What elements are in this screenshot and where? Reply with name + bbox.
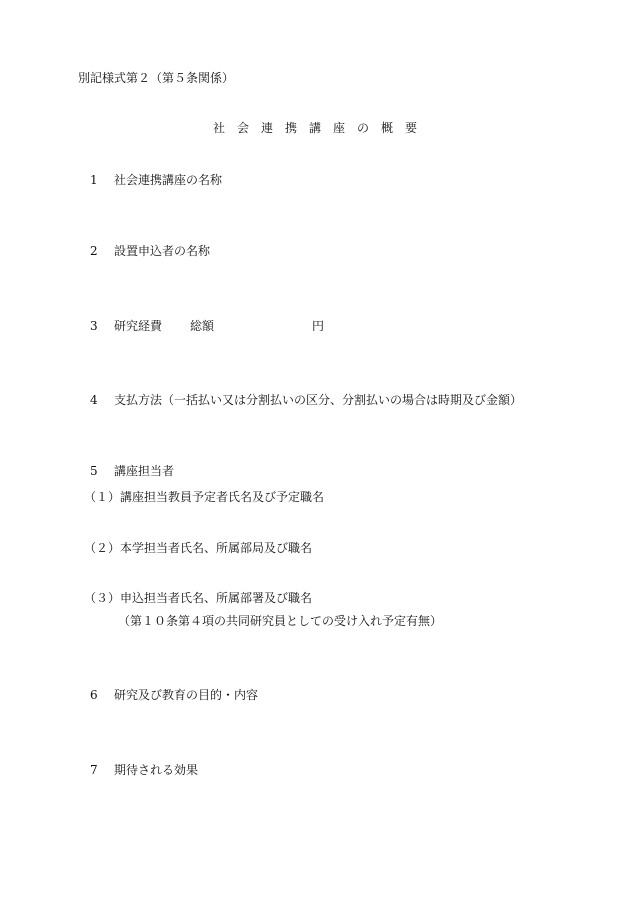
subsection-3-note: （第１０条第４項の共同研究員としての受け入れ予定有無） [118,614,443,628]
section-1 [90,172,222,188]
subsection-3: （３）申込担当者氏名、所属部署及び職名 [84,591,313,605]
section-4 [90,392,522,408]
yen-unit: 円 [312,319,325,333]
section-label: 期待される効果 [114,763,199,777]
section-label: 研究経費 [114,319,163,333]
document-title: 社会連携講座の概要 [212,121,429,135]
section-number: 4 [90,393,98,407]
section-label: 講座担当者 [114,464,175,478]
form-label: 別記様式第２（第５条関係） [78,71,235,85]
section-3 [90,318,324,334]
subsection-1: （１）講座担当教員予定者氏名及び予定職名 [84,490,325,504]
subsection-2: （２）本学担当者氏名、所属部局及び職名 [84,541,313,555]
section-number: 1 [90,173,98,187]
section-label: 設置申込者の名称 [114,244,211,258]
section-number: 7 [90,763,98,777]
budget-total-label: 総額 [190,319,215,333]
section-number: 6 [90,688,98,702]
section-number: 2 [90,244,98,258]
section-label: 支払方法（一括払い又は分割払いの区分、分割払いの場合は時期及び金額） [114,393,523,407]
section-2 [90,243,210,259]
section-6 [90,687,258,703]
section-7 [90,762,198,778]
section-label: 研究及び教育の目的・内容 [114,688,259,702]
section-5 [90,463,174,479]
section-number: 5 [90,464,98,478]
section-number: 3 [90,319,98,333]
section-label: 社会連携講座の名称 [114,173,223,187]
